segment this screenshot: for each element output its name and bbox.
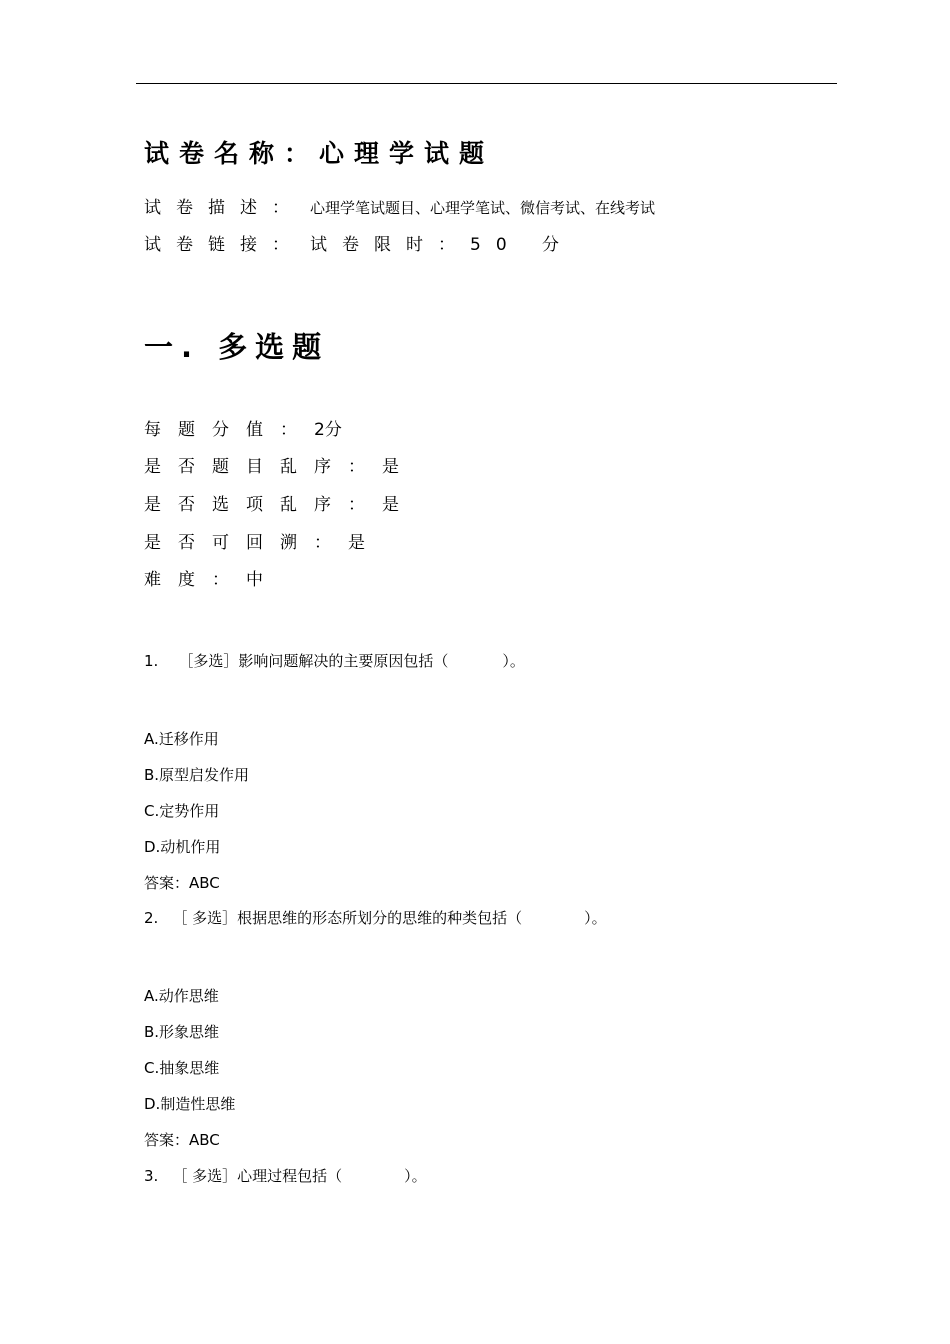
- score-value: 2分: [314, 420, 342, 440]
- question-1: [144, 650, 525, 671]
- question-tag: ［ 多选］: [172, 909, 238, 927]
- question-text: 根据思维的形态所划分的思维的种类包括（: [237, 909, 523, 927]
- description-label: 试卷描述：: [144, 198, 304, 218]
- shuffle-options-label: 是否选项乱序：: [144, 495, 382, 515]
- exam-title: 试卷名称：心理学试题: [144, 139, 495, 168]
- difficulty-value: 中: [246, 570, 263, 590]
- section-title: 一. 多选题: [144, 330, 330, 364]
- shuffle-questions-value: 是: [382, 457, 399, 477]
- score-per-question: [144, 415, 342, 440]
- score-label: 每题分值：: [144, 420, 314, 440]
- question-2-option-d: D.制造性思维: [144, 1095, 236, 1113]
- question-number: 1.: [144, 652, 159, 670]
- difficulty: [144, 565, 263, 590]
- difficulty-label: 难度：: [144, 570, 246, 590]
- description-value: 心理学笔试题目、心理学笔试、微信考试、在线考试: [310, 199, 656, 217]
- time-limit-label: 试卷限时：: [310, 235, 470, 255]
- question-1-answer: 答案：ABC: [144, 874, 220, 892]
- shuffle-questions: [144, 452, 399, 477]
- question-1-option-c: C.定势作用: [144, 802, 220, 820]
- question-1-option-d: D.动机作用: [144, 838, 221, 856]
- question-2-answer: 答案：ABC: [144, 1131, 220, 1149]
- question-number: 3.: [144, 1167, 159, 1185]
- shuffle-options-value: 是: [382, 495, 399, 515]
- question-text-end: ）。: [584, 909, 607, 927]
- question-text: 心理过程包括（: [237, 1167, 343, 1185]
- question-1-option-b: B.原型启发作用: [144, 766, 250, 784]
- question-text-end: ）。: [404, 1167, 427, 1185]
- link-label: 试卷链接：: [144, 235, 304, 255]
- shuffle-options: [144, 490, 399, 515]
- question-3: [144, 1165, 427, 1186]
- question-2: [144, 907, 607, 928]
- question-2-option-a: A.动作思维: [144, 987, 219, 1005]
- shuffle-questions-label: 是否题目乱序：: [144, 457, 382, 477]
- header-rule: [136, 83, 837, 84]
- exam-link-and-time: [144, 230, 574, 255]
- question-2-option-c: C.抽象思维: [144, 1059, 220, 1077]
- question-tag: ［ 多选］: [172, 1167, 238, 1185]
- question-text: 影响问题解决的主要原因包括（: [238, 652, 449, 670]
- backtrack-allowed: [144, 528, 365, 553]
- time-limit-value: 50 分: [470, 235, 575, 255]
- backtrack-value: 是: [348, 533, 365, 553]
- question-number: 2.: [144, 909, 159, 927]
- question-1-option-a: A.迁移作用: [144, 730, 219, 748]
- question-tag: ［多选］: [178, 652, 239, 670]
- question-text-end: ）。: [502, 652, 525, 670]
- backtrack-label: 是否可回溯：: [144, 533, 348, 553]
- question-2-option-b: B.形象思维: [144, 1023, 220, 1041]
- exam-description: [144, 193, 655, 218]
